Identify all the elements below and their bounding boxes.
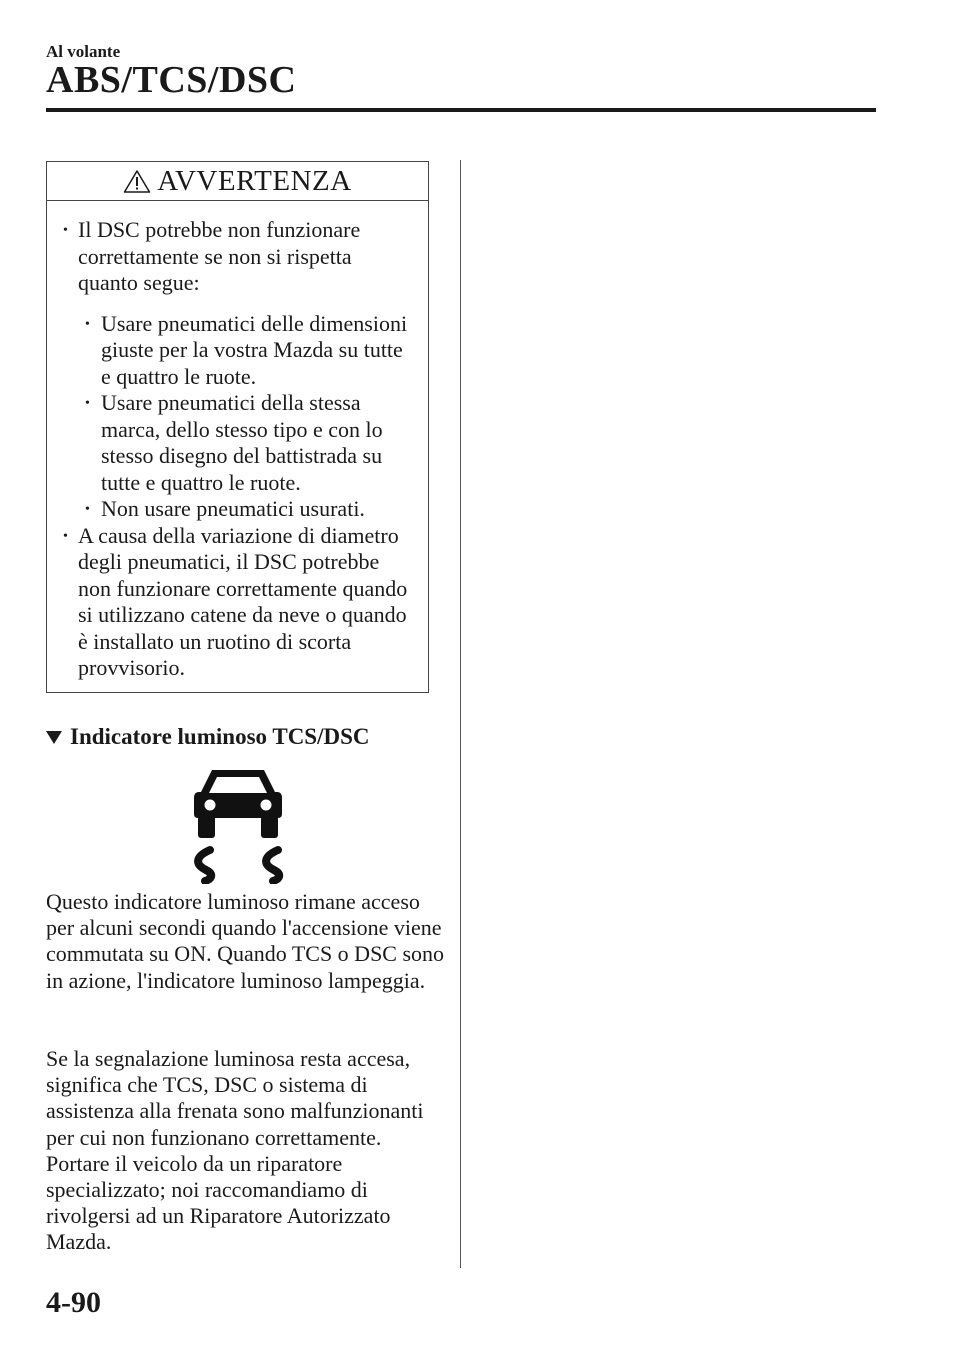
column-divider <box>460 160 461 1268</box>
warning-sub-bullet <box>78 311 416 391</box>
triangle-down-icon <box>46 731 62 744</box>
header-rule <box>46 108 876 112</box>
warning-sub-bullet-text: Usare pneumatici della stessa marca, dello stesso tipo e con lo stesso disegno del battistrada su tutte e quattro le ruote. <box>101 390 383 495</box>
warning-box <box>46 161 429 693</box>
warning-bullet <box>55 217 416 297</box>
bullet-dot: • <box>85 502 90 517</box>
warning-bullet-text: A causa della variazione di diametro degli pneumatici, il DSC potrebbe non funzionare correttamente quando si utilizzano catene da neve o quando è installato un ruotino di scorta provvisorio. <box>78 522 408 680</box>
warning-sub-bullet <box>78 390 416 496</box>
bullet-dot: • <box>85 396 90 411</box>
bullet-dot: • <box>63 223 68 238</box>
bullet-dot: • <box>63 528 68 544</box>
page-number: 4-90 <box>46 1286 101 1319</box>
section-label: Al volante <box>46 42 121 61</box>
warning-triangle-icon <box>123 169 151 194</box>
bullet-dot: • <box>85 316 90 332</box>
indicator-paragraph: Questo indicatore luminoso rimane acceso per alcuni secondi quando l'accensione viene commutata su ON. Quando TCS o DSC sono in azione, l'indicatore luminoso lampeggia. <box>46 889 445 993</box>
warning-body <box>47 201 428 682</box>
indicator-paragraph: Se la segnalazione luminosa resta accesa, significa che TCS, DSC o sistema di assistenza alla frenata sono malfunzionanti per cui non funzionano correttamente. Portare il veicolo da un riparatore specializzato; noi raccomandiamo di rivolgersi ad un Riparatore Autorizzato Mazda. <box>46 1046 424 1255</box>
warning-bullet <box>55 523 416 682</box>
warning-sub-bullet <box>78 496 416 523</box>
car-skid-icon <box>188 766 288 884</box>
indicator-heading-text: Indicatore luminoso TCS/DSC <box>70 724 370 749</box>
warning-sub-bullet-text: Non usare pneumatici usurati. <box>101 496 365 521</box>
warning-header <box>47 162 428 201</box>
warning-bullet-text: Il DSC potrebbe non funzionare correttamente se non si rispetta quanto segue: <box>78 217 361 295</box>
warning-sub-bullet-text: Usare pneumatici delle dimensioni giuste per la vostra Mazda su tutte e quattro le ruote. <box>101 310 408 389</box>
warning-title: AVVERTENZA <box>157 164 352 197</box>
warning-sub-list <box>55 311 416 523</box>
page-title: ABS/TCS/DSC <box>46 59 297 101</box>
indicator-heading <box>46 724 370 750</box>
